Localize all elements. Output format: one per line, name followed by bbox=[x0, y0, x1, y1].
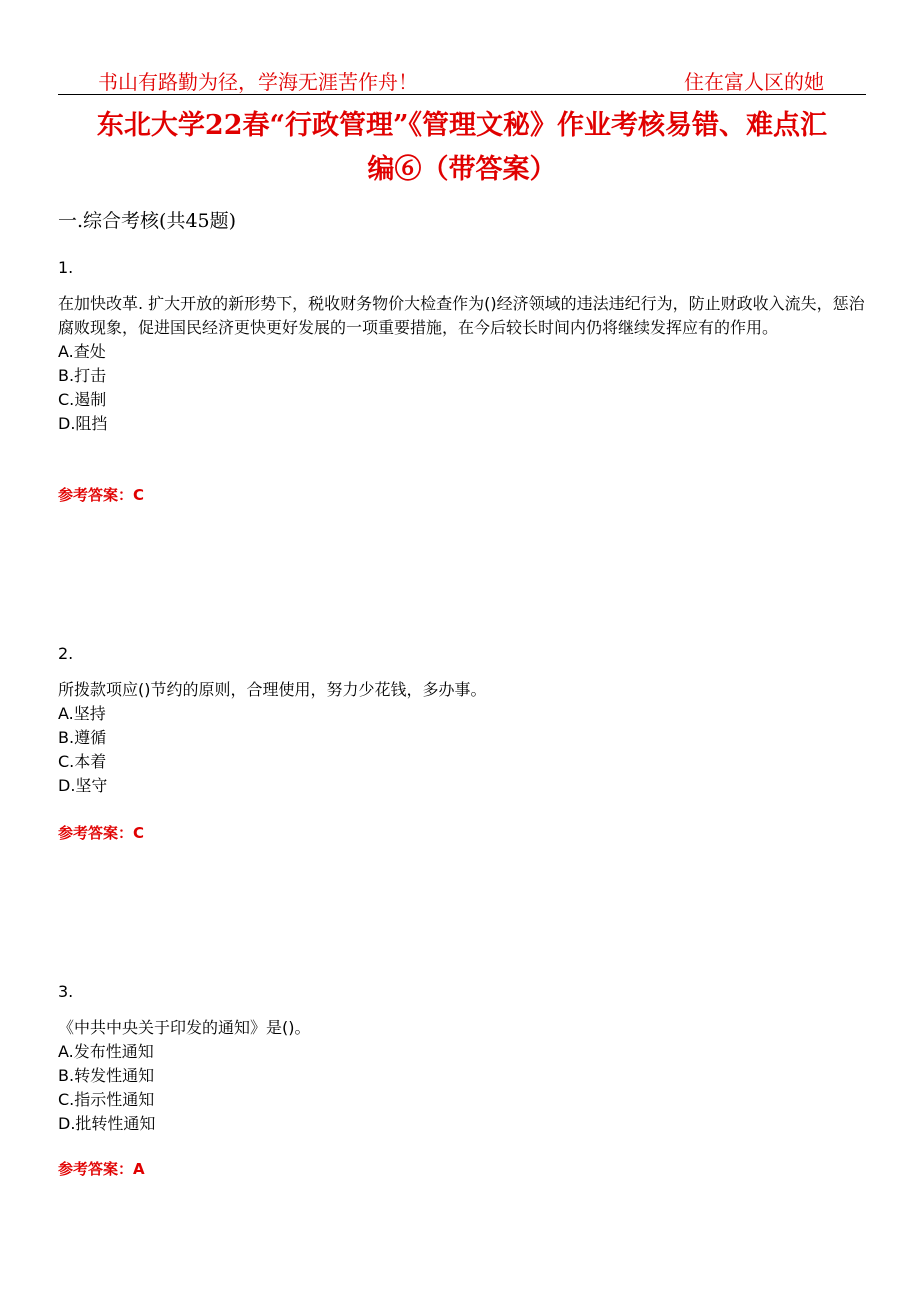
section-heading: 一.综合考核(共45题) bbox=[58, 210, 237, 232]
answer-2: 参考答案：C bbox=[58, 824, 145, 842]
option-d: D.坚守 bbox=[58, 776, 108, 795]
question-number: 3. bbox=[58, 982, 74, 1001]
question-2 bbox=[58, 642, 870, 798]
question-text: 所拨款项应()节约的原则，合理使用，努力少花钱，多办事。 bbox=[58, 680, 487, 699]
option-b: B.转发性通知 bbox=[58, 1066, 155, 1085]
question-text: 《中共中央关于印发的通知》是()。 bbox=[58, 1018, 311, 1037]
option-d: D.阻挡 bbox=[58, 414, 108, 433]
header-motto: 书山有路勤为径，学海无涯苦作舟！ bbox=[98, 70, 418, 94]
answer-1: 参考答案：C bbox=[58, 486, 145, 504]
option-a: A.坚持 bbox=[58, 704, 106, 723]
option-b: B.遵循 bbox=[58, 728, 107, 747]
title-line-1: 东北大学22春“行政管理”《管理文秘》作业考核易错、难点汇 bbox=[96, 110, 828, 141]
option-c: C.指示性通知 bbox=[58, 1090, 155, 1109]
option-d: D.批转性通知 bbox=[58, 1114, 156, 1133]
title-line-2: 编⑥（带答案） bbox=[367, 154, 557, 185]
option-a: A.发布性通知 bbox=[58, 1042, 154, 1061]
answer-3: 参考答案：A bbox=[58, 1160, 145, 1178]
question-3 bbox=[58, 980, 870, 1136]
option-b: B.打击 bbox=[58, 366, 107, 385]
question-number: 1. bbox=[58, 258, 74, 277]
header-author: 住在富人区的她 bbox=[684, 70, 824, 94]
document-title bbox=[58, 104, 866, 192]
page-header bbox=[58, 62, 866, 95]
question-number: 2. bbox=[58, 644, 74, 663]
option-c: C.本着 bbox=[58, 752, 107, 771]
question-text: 在加快改革. 扩大开放的新形势下，税收财务物价大检查作为()经济领域的违法违纪行为，防止财政收入流失，惩治腐败现象，促进国民经济更快更好发展的一项重要措施，在今后较长时间内仍将继续发挥应有的作用。 bbox=[58, 294, 865, 337]
option-c: C.遏制 bbox=[58, 390, 107, 409]
option-a: A.查处 bbox=[58, 342, 106, 361]
question-1 bbox=[58, 256, 870, 436]
